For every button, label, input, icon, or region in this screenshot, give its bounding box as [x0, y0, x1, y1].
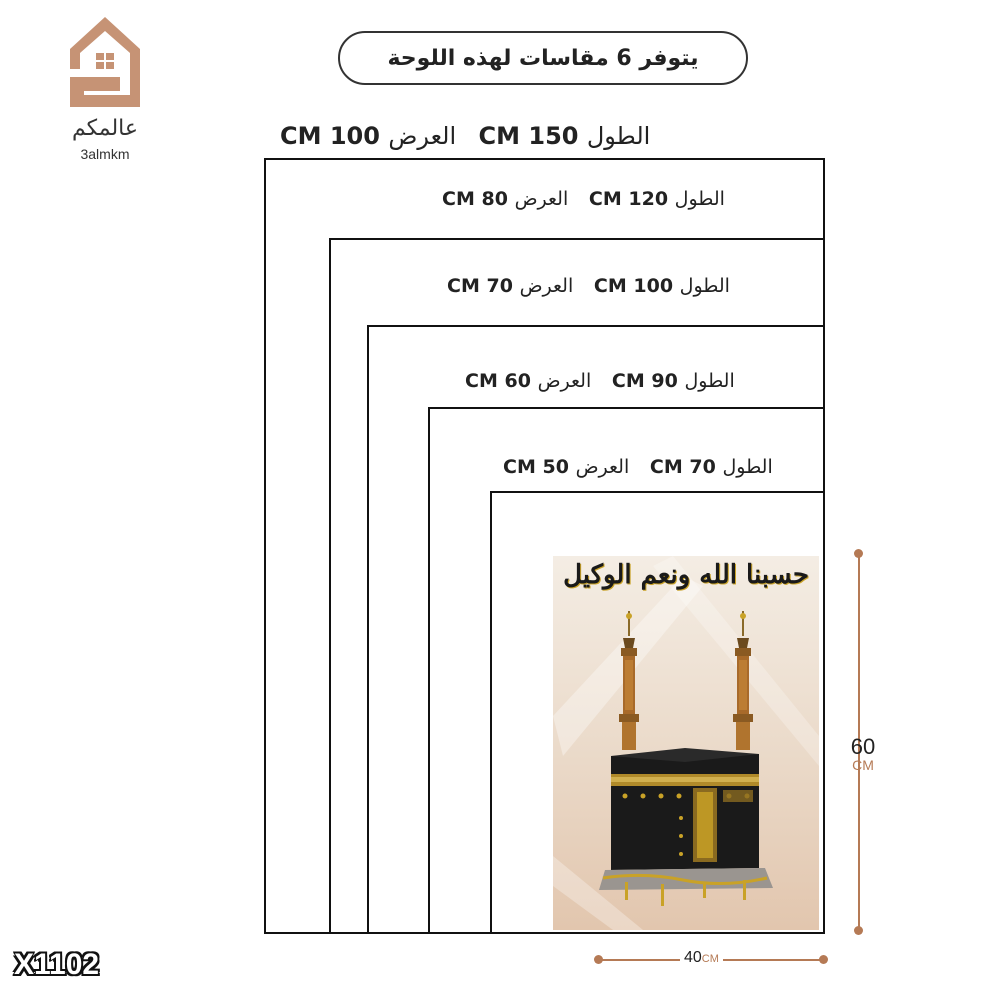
width-value: 70 CM — [447, 275, 513, 297]
length-value: 150 CM — [478, 122, 579, 150]
brand-name-arabic: عالمكم — [71, 116, 139, 141]
width-label: العرض — [537, 370, 592, 392]
frames-baseline — [264, 932, 824, 934]
width-value: 40 — [684, 949, 702, 966]
length-label: الطول — [684, 370, 735, 392]
width-value: 60 CM — [465, 370, 531, 392]
product-code: X1102 — [14, 948, 100, 981]
size-label-4 — [465, 370, 735, 392]
width-label: العرض — [514, 188, 569, 210]
size-label-3 — [447, 275, 730, 297]
width-value: 100 CM — [280, 122, 380, 150]
brand-name-latin: 3almkm — [80, 146, 130, 162]
width-value: 80 CM — [442, 188, 508, 210]
width-dimension-right-dot — [819, 955, 828, 964]
painting-calligraphy: حسبنا الله ونعم الوكيل — [563, 560, 809, 590]
width-label: العرض — [575, 456, 630, 478]
width-dimension-left-dot — [594, 955, 603, 964]
size-label-2 — [442, 188, 725, 210]
width-label: العرض — [519, 275, 574, 297]
length-label: الطول — [674, 188, 725, 210]
length-value: 70 CM — [649, 456, 716, 478]
size-label-5 — [503, 456, 773, 478]
length-label: الطول — [586, 122, 651, 150]
length-value: 120 CM — [588, 188, 669, 210]
width-unit: CM — [701, 953, 719, 965]
length-label: الطول — [679, 275, 730, 297]
height-value: 60 — [850, 734, 876, 759]
length-label: الطول — [722, 456, 773, 478]
sizes-headline: يتوفر 6 مقاسات لهذه اللوحة — [338, 31, 748, 85]
width-label: العرض — [388, 122, 457, 150]
height-unit: CM — [852, 757, 874, 773]
size-label-1 — [280, 122, 650, 150]
length-value: 100 CM — [593, 275, 674, 297]
height-dimension-label — [845, 736, 881, 772]
width-dimension-label — [680, 947, 723, 967]
length-value: 90 CM — [611, 370, 678, 392]
width-value: 50 CM — [503, 456, 569, 478]
brand-logo-icon — [68, 15, 142, 111]
kaaba — [611, 748, 759, 870]
height-dimension-top-dot — [854, 549, 863, 558]
kaaba-painting — [553, 556, 819, 930]
height-dimension-bottom-dot — [854, 926, 863, 935]
